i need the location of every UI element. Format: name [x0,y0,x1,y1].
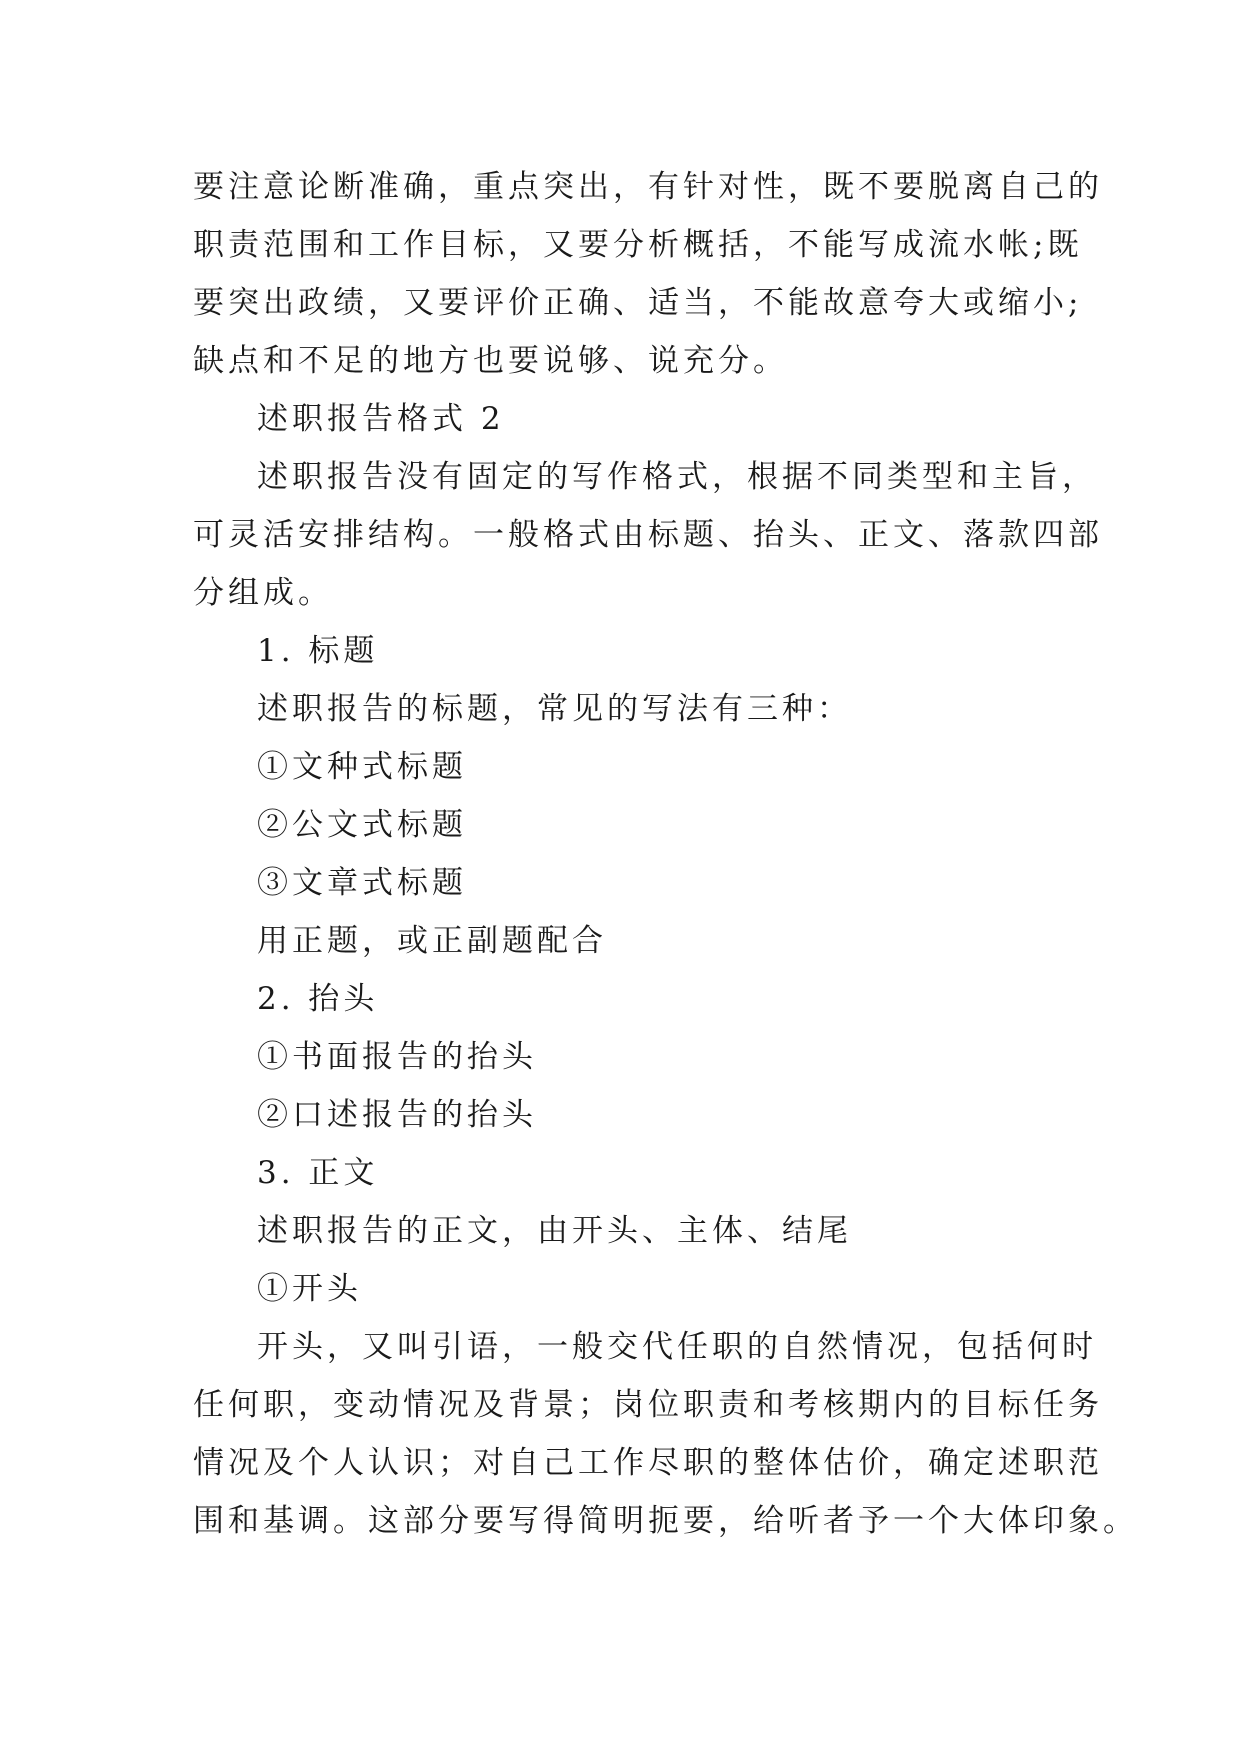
text-line: 述职报告的标题，常见的写法有三种： [257,691,852,727]
section-heading: 述职报告格式 2 [257,401,505,437]
text-line: 要注意论断准确，重点突出，有针对性，既不要脱离自己的 [193,169,1103,205]
text-line: 缺点和不足的地方也要说够、说充分。 [193,343,788,379]
list-item: ①书面报告的抬头 [257,1039,537,1075]
list-item: ②公文式标题 [257,807,467,843]
text-line: 分组成。 [193,575,333,611]
subsection-heading: 2. 抬头 [257,981,379,1017]
list-item: ①文种式标题 [257,749,467,785]
list-item: ③文章式标题 [257,865,467,901]
subsection-heading: 3. 正文 [257,1155,379,1191]
text-line: 职责范围和工作目标，又要分析概括，不能写成流水帐;既 [193,227,1083,263]
subsection-heading: 1. 标题 [257,633,379,669]
text-line: 情况及个人认识；对自己工作尽职的整体估价，确定述职范 [193,1445,1103,1481]
text-line: 述职报告没有固定的写作格式，根据不同类型和主旨， [257,459,1097,495]
text-line: 要突出政绩，又要评价正确、适当，不能故意夸大或缩小; [193,285,1083,321]
list-item: ②口述报告的抬头 [257,1097,537,1133]
text-line: 用正题，或正副题配合 [257,923,607,959]
text-line: 可灵活安排结构。一般格式由标题、抬头、正文、落款四部 [193,517,1103,553]
text-line: 开头，又叫引语，一般交代任职的自然情况，包括何时 [257,1329,1097,1365]
list-item: ①开头 [257,1271,362,1307]
document-page [193,158,1138,1550]
text-line: 围和基调。这部分要写得简明扼要，给听者予一个大体印象。 [193,1503,1138,1539]
text-line: 述职报告的正文，由开头、主体、结尾 [257,1213,852,1249]
text-line: 任何职，变动情况及背景；岗位职责和考核期内的目标任务 [193,1387,1103,1423]
